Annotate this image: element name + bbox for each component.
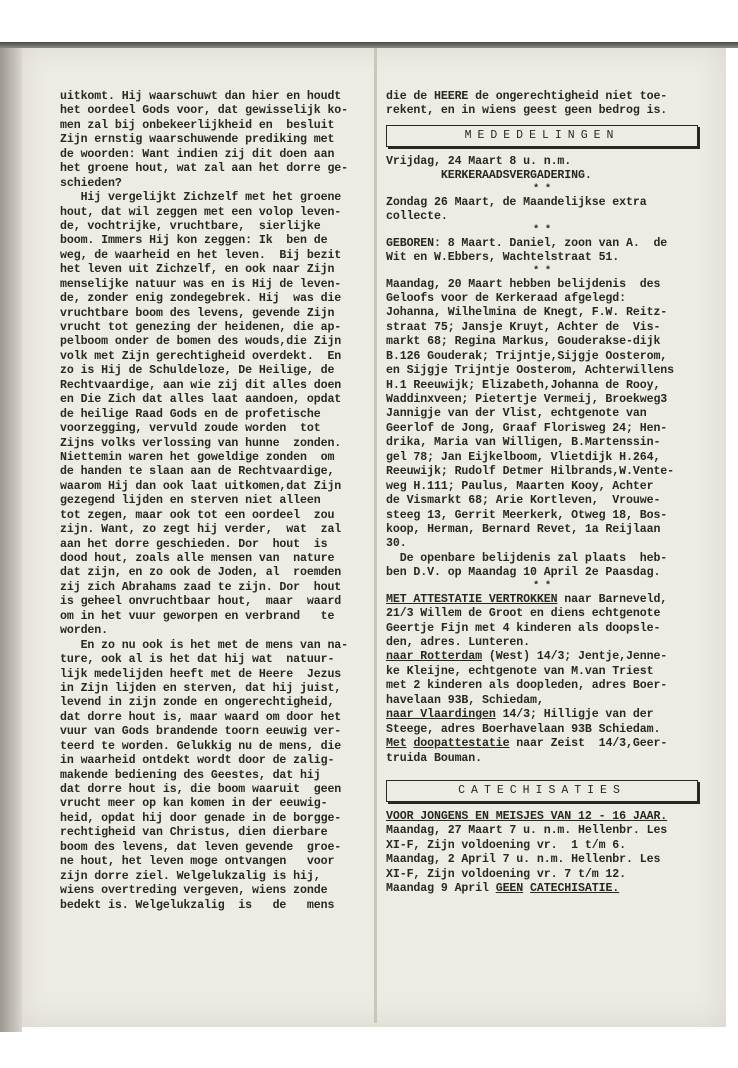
text-line: 30. [386, 537, 407, 551]
text-line: heid, opdat hij door genade in de borgge- [60, 811, 342, 825]
page-edge-left [0, 42, 22, 1032]
text-line: de, zonder enig zondegebrek. Hij was die [60, 292, 342, 306]
text-line: steeg 13, Gerrit Meerkerk, Otweg 18, Bos- [386, 508, 668, 522]
attestatie-label: MET ATTESTATIE VERTROKKEN [386, 592, 558, 606]
text-line: den, adres. Lunteren. [386, 636, 531, 649]
text-line: zijn dorre ziel. Welgelukzalig is hij, [60, 869, 321, 883]
text-line: vuur van Gods brandende toorn eeuwig ver- [60, 725, 342, 739]
text-line: collecte. [386, 210, 448, 224]
text-line: weg, de waarheid en het leven. Bij bezit [60, 248, 342, 262]
text-line: volk met Zijn gerechtigheid overdekt. En [60, 349, 342, 363]
text-line: zijn. Want, zo zegt hij verder, wat zal [60, 523, 342, 537]
text-line: naar Vlaardingen 14/3; Hilligje van der [386, 708, 654, 722]
text-line: de Vismarkt 68; Arie Kortleven, Vrouwe- [386, 494, 661, 508]
text-line: ben D.V. op Maandag 10 April 2e Paasdag. [386, 566, 661, 580]
text-line: hout, dat wil zeggen met een volop leven- [60, 205, 342, 219]
text-line: in waarheid ontdekt wordt door de zalig- [60, 754, 335, 768]
text-line: Hij vergelijkt Zichzelf met het groene [60, 191, 342, 205]
text-line: GEBOREN: 8 Maart. Daniel, zoon van A. de [386, 236, 668, 250]
text-line: H.1 Reeuwijk; Elizabeth,Johanna de Rooy, [386, 378, 661, 392]
text-line: Waddinxveen; Pietertje Vermeij, Broekweg3 [386, 393, 668, 406]
text-line: worden. [60, 624, 109, 638]
text-line: Johanna, Wilhelmina de Knegt, F.W. Reitz- [386, 306, 668, 320]
catechisatie-label: CATECHISATIE. [530, 882, 620, 896]
text-line: Met doopattestatie naar Zeist 14/3,Geer- [386, 737, 668, 751]
text-line: gezegend lijden en sterven niet alleen [60, 494, 321, 508]
right-column [386, 90, 698, 897]
text-line: Geertje Fijn met 4 kinderen als doopsle- [386, 621, 661, 635]
text-line: dat zijn, en zo ook de Joden, al roemden [60, 566, 342, 580]
geen-label: GEEN [495, 882, 524, 896]
rotterdam-label: naar Rotterdam [386, 650, 483, 664]
text-line: truida Bouman. [386, 751, 483, 765]
text-line: havelaan 93B, Schiedam, [386, 693, 544, 707]
text-line: makende bediening des Geestes, dat hij [60, 768, 321, 782]
text-line: KERKERAADSVERGADERING. [386, 169, 592, 183]
text-line: Vrijdag, 24 Maart 8 u. n.m. [386, 154, 572, 168]
text-line: in Zijn lijden en sterven, dat hij juist, [60, 681, 342, 695]
text-line: ne hout, het leven moge ontvangen voor [60, 855, 335, 869]
text-line: zij zich Abrahams zaad te zijn. Dor hout [60, 580, 342, 594]
text-line: Rechtvaardige, aan wie zij dit alles doen [60, 378, 342, 392]
text-line: men zal bij onbekeerlijkheid en besluit [60, 118, 335, 132]
text-line: Wit en W.Ebbers, Wachtelstraat 51. [386, 251, 620, 265]
text-line: het leven uit Zichzelf, en ook naar Zijn [60, 263, 335, 277]
text-line: met 2 kinderen als doopleden, adres Boer- [386, 679, 668, 693]
text-line: Maandag, 20 Maart hebben belijdenis des [386, 277, 661, 291]
text-line: pelboom onder de bomen des wouds,die Zijn [60, 335, 342, 349]
text-line: vrucht tot genezing der heidenen, die ap- [60, 321, 342, 334]
text-line: Geerlof de Jong, Graaf Florisweg 24; Hen- [386, 421, 668, 435]
text-line: menselijke natuur was en is Hij de leven- [60, 277, 342, 291]
text-line: Reeuwijk; Rudolf Detmer Hilbrands,W.Vente- [386, 465, 675, 479]
text-line: markt 68; Regina Markus, Gouderakse-dijk [386, 335, 661, 349]
column-fold [374, 48, 377, 1023]
text-line: naar Rotterdam (West) 14/3; Jentje,Jenne- [386, 650, 668, 664]
text-line: voorzegging, vervuld zoude worden tot [60, 422, 321, 436]
vlaardingen-label: naar Vlaardingen [386, 708, 496, 722]
text-line: straat 75; Jansje Kruyt, Achter de Vis- [386, 320, 661, 334]
text-line: is geheel onvruchtbaar hout, maar waard [60, 595, 342, 609]
separator: * * [533, 580, 551, 592]
text-line: de handen te slaan aan de Rechtvaardige, [60, 465, 335, 479]
text-line: En zo nu ook is het met de mens van na- [60, 638, 349, 652]
text-line: om in het vuur geworpen en verbrand te [60, 609, 335, 623]
text-line: de woorden: Want indien zij dit doen aan [60, 147, 335, 161]
text-line: gel 78; Jan Eijkelboom, Vlietdijk H.264, [386, 450, 661, 464]
text-line: Zijns volks verlossing van hunne zonden. [60, 436, 342, 450]
text-line: en Die Zich dat alles laat aandoen, opdat [60, 393, 342, 407]
separator: * * [533, 183, 551, 195]
text-line: XI-F, Zijn voldoening vr. 7 t/m 12. [386, 867, 627, 881]
text-line: Maandag, 2 April 7 u. n.m. Hellenbr. Les [386, 853, 661, 867]
text-line: die de HEERE de ongerechtigheid niet toe- [386, 90, 668, 103]
doop-label: Met [386, 737, 407, 751]
left-column [60, 90, 372, 913]
text-line: wiens overtreding vergeven, wiens zonde [60, 884, 328, 898]
text-line: B.126 Gouderak; Trijntje,Sijgje Oosterom, [386, 349, 668, 363]
text-line: zo is Hij de Schuldeloze, De Heilige, de [60, 364, 335, 378]
text-line: de, vochtrijke, vruchtbare, sierlijke [60, 219, 321, 233]
text-line: Maandag, 27 Maart 7 u. n.m. Hellenbr. Les [386, 824, 668, 838]
text-line: schieden? [60, 176, 122, 190]
text-line: Steege, adres Boerhavelaan 93B Schiedam. [386, 722, 661, 736]
text-line: het oordeel Gods voor, dat gewisselijk ko- [60, 104, 349, 118]
text-line: en Sijgje Trijntje Oosterom, Achterwillens [386, 364, 675, 378]
text-line: drika, Maria van Willigen, B.Martenssin- [386, 436, 661, 450]
text-line: XI-F, Zijn voldoening vr. 1 t/m 6. [386, 838, 627, 852]
text-line: Geloofs voor de Kerkeraad afgelegd: [386, 291, 627, 305]
text-line: het groene hout, wat zal aan het dorre ge- [60, 162, 349, 176]
text-line: bedekt is. Welgelukzalig is de mens [60, 898, 335, 912]
text-line: rechtigheid van Christus, dien dierbare [60, 826, 328, 840]
belijdenis-block [386, 278, 698, 581]
text-line: 21/3 Willem de Groot en diens echtgenote [386, 607, 661, 621]
text-line: teerd te worden. Gelukkig nu de mens, die [60, 739, 342, 753]
separator: * * [533, 224, 551, 236]
text-line: vrucht meer op kan komen in der eeuwig- [60, 797, 328, 811]
text-line: dat dorre hout is, maar waard om door het [60, 710, 342, 724]
catechisaties-header: CATECHISATIES [386, 780, 698, 802]
text-line: boom des levens, dat leven gevende groe- [60, 840, 342, 854]
text-line: dat dorre hout is, die boom waaruit geen [60, 783, 342, 796]
text-line: ture, ook al is het dat hij wat natuur- [60, 653, 335, 667]
text-line: Niettemin waren het goweldige zonden om [60, 450, 335, 464]
text-line: Zijn ernstig waarschuwende prediking met [60, 133, 335, 147]
mededelingen-header: MEDEDELINGEN [386, 125, 698, 147]
text-line: vruchtbare boom des levens, gevende Zijn [60, 306, 335, 320]
separator: * * [533, 265, 551, 277]
text-line: Zondag 26 Maart, de Maandelijkse extra [386, 195, 647, 209]
text-line: rekent, en in wiens geest geen bedrog is. [386, 104, 668, 118]
text-line: waarom Hij dan ook laat uitkomen,dat Zijn [60, 479, 342, 493]
page-edge-top [0, 42, 738, 48]
text-line: de heilige Raad Gods en de profetische [60, 407, 321, 421]
text-line: dood hout, zoals alle mensen van nature [60, 552, 335, 565]
text-line: boom. Immers Hij kon zeggen: Ik ben de [60, 234, 328, 248]
text-line: lijk medelijden heeft met de Heere Jezus [60, 667, 342, 681]
text-line: tot zegen, maar ook tot een oordeel zou [60, 508, 335, 522]
text-line: Jannigje van der Vlist, echtgenote van [386, 407, 647, 421]
text-line: De openbare belijdenis zal plaats heb- [386, 551, 668, 565]
doop-label: doopattestatie [413, 737, 510, 751]
text-line: MET ATTESTATIE VERTROKKEN naar Barneveld, [386, 592, 668, 606]
text-line: uitkomt. Hij waarschuwt dan hier en houdt [60, 90, 342, 103]
text-line: koop, Herman, Bernard Revet, 1a Reijlaan [386, 522, 661, 536]
catechisatie-title: VOOR JONGENS EN MEISJES VAN 12 - 16 JAAR. [386, 809, 668, 823]
text-line: Maandag 9 April GEEN CATECHISATIE. [386, 882, 620, 896]
text-line: ke Kleijne, echtgenote van M.van Triest [386, 664, 654, 678]
text-line: aan het dorre geschieden. Dor hout is [60, 537, 328, 551]
text-line: levend in zijn zonde en ongerechtigheid, [60, 696, 335, 710]
text-line: weg H.111; Paulus, Maarten Kooy, Achter [386, 479, 654, 493]
